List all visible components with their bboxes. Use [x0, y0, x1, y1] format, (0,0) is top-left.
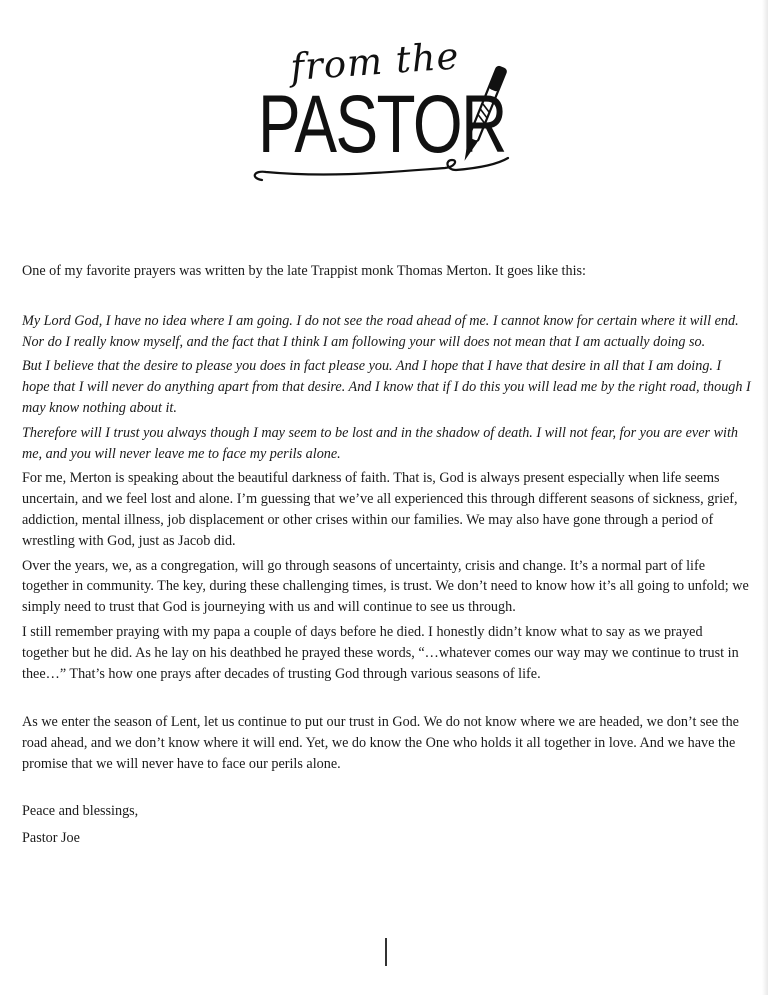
letter-body	[22, 261, 752, 848]
masthead-title: PASTOR	[258, 79, 506, 170]
signature: Pastor Joe	[22, 829, 80, 846]
masthead-logo	[240, 34, 530, 196]
intro-paragraph: One of my favorite prayers was written by the late Trappist monk Thomas Merton. It goes like this:	[22, 263, 586, 279]
page-edge-shadow	[762, 0, 768, 995]
body-paragraph-faith: For me, Merton is speaking about the beautiful darkness of faith. That is, God is always present especially when life seems uncertain, and we feel lost and alone. I’m guessing that we’ve all experienced this through different seasons of sickness, grief, addiction, mental illness, job displacement or other crises within our families. We may also have gone through a period of wrestling with God, just as Jacob did.	[22, 470, 738, 549]
body-paragraph-congregation: Over the years, we, as a congregation, will go through seasons of uncertainty, crisis and change. It’s a normal part of life together in community. The key, during these challenging times, is trust. We don’t need to know how it’s all going to unfold; we simply need to trust that God is journeying with us and will continue to see us through.	[22, 557, 749, 616]
masthead-script-text: from the	[289, 34, 461, 89]
prayer-quote-3: Therefore will I trust you always though I may seem to be lost and in the shadow of death. I will not fear, for you are ever with me, and you will never leave me to face my perils alone.	[22, 424, 739, 462]
body-paragraph-papa: I still remember praying with my papa a couple of days before he died. I honestly didn’t know what to say as we prayed together but he did. As he lay on his deathbed he prayed these words, “…whatever comes our way may we continue to trust in thee…” That’s how one prays after decades of trusting God through various seasons of life.	[22, 623, 739, 682]
prayer-quote-2: But I believe that the desire to please you does in fact please you. And I hope that I have that desire in all that I am doing. I hope that I will never do anything apart from that desire. And I know that if I do this you will lead me by the right road, though I may know nothing about it.	[22, 358, 751, 416]
closing-salutation: Peace and blessings,	[22, 802, 139, 819]
prayer-quote-1: My Lord God, I have no idea where I am going. I do not see the road ahead of me. I cannot know for certain where it will end. Nor do I really know myself, and the fact that I think I am following your will does not mean that I am actually doing so.	[22, 312, 739, 350]
page-divider-mark	[385, 938, 387, 966]
body-paragraph-lent: As we enter the season of Lent, let us continue to put our trust in God. We do not know where we are headed, we don’t see the road ahead, and we don’t know where it will end. Yet, we do know the One who holds it all together in love. And we have the promise that we will never have to face our perils alone.	[22, 714, 739, 772]
